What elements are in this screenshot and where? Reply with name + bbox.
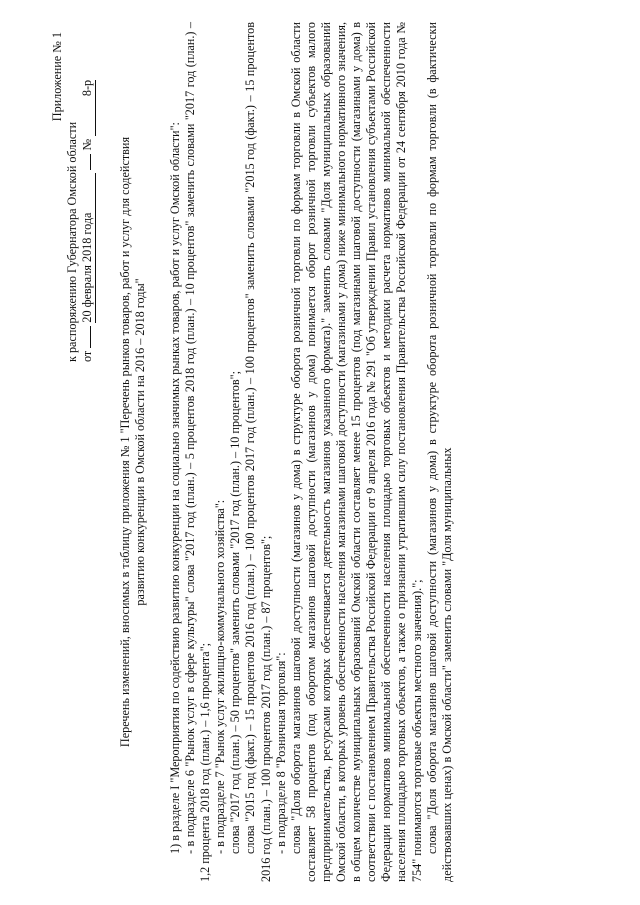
- appendix-title: Приложение № 1: [50, 32, 64, 122]
- paragraph: - в подразделе 7 "Рынок услуг жилищно-коммунального хозяйства":: [213, 499, 228, 854]
- document-title: [118, 72, 148, 812]
- paragraph: слова "Доля оборота магазинов шаговой доступности (магазинов у дома) в структуре оборота розничной торговли по формам торговли в Омской области составляет 58 процентов (под оборотом магазинов шаговой доступности (магазинов у дома) понимается оборот розничной торговли субъектов малого предпринимательства, ресурсами которых обеспечивается деятельность магазинов указанного формата)." заменить словами "Доля муниципальных образований Омской области, в которых уровень обеспеченности населения магазинами шаговой доступности (магазинами у дома) ниже минимального нормативного значения, в общем количестве муниципальных образований Омской области составляет менее 15 процентов (под магазинами шаговой доступности (магазинами у дома) в соответствии с постановлением Правительства Российской Федерации от 9 апреля 2016 года № 291 "Об утверждении Правил установления субъектами Российской Федерации нормативов минимальной обеспеченности населения площадью торговых объектов и методики расчета нормативов минимальной обеспеченности населения площадью торговых объектов, а также о признании утратившим силу постановления Правительства Российской Федерации от 24 сентября 2010 года № 754" понимаются торговые объекты местного значения).";: [288, 22, 424, 882]
- number-label: №: [80, 138, 95, 151]
- paragraph: 1) в разделе I "Мероприятия по содействию развитию конкуренции на социально значимых рынках товаров, работ и услуг Омской области":: [168, 122, 182, 854]
- decree-number: 8-р: [80, 80, 96, 136]
- paragraph: слова "Доля оборота магазинов шаговой доступности (магазинов у дома) в структуре оборота розничной торговли по формам торговли (в фактически действовавших ценах) в Омской области" заменить словами "Доля муниципальных: [424, 22, 454, 882]
- paragraph: - в подразделе 8 "Розничная торговля":: [273, 652, 288, 854]
- paragraph: - в подразделе 6 "Рынок услуг в сфере культуры" слова "2017 год (план.) – 5 процентов 2018 год (план.) – 10 процентов" заменить словами "2017 год (план.) – 1,2 процента 2018 год (план.) – 1,6 процента";: [183, 22, 213, 882]
- paragraph: слова "2015 год (факт.) – 15 процентов 2016 год (план.) – 100 процентов 2017 год (план.) – 100 процентов" заменить словами "2015 год (факт.) – 15 процентов 2016 год (план.) – 100 процентов 2017 год (план.) – 87 процентов";: [243, 22, 273, 882]
- appendix-header: [50, 32, 96, 362]
- title-line-1: Перечень изменений, вносимых в таблицу приложения № 1 "Перечень рынков товаров, работ и услуг для содействия: [118, 136, 132, 748]
- appendix-decree: к распоряжению Губернатора Омской области: [65, 121, 80, 362]
- decree-date: 20 февраля 2018 года: [80, 173, 96, 323]
- paragraph: слова "2017 год (план.) – 50 процентов" заменить словами "2017 год (план.) – 10 процентов";: [228, 371, 243, 854]
- rotated-content: [50, 22, 610, 882]
- document-body: [168, 22, 455, 882]
- title-line-2: развитию конкуренции в Омской области на 2016 – 2018 годы": [133, 278, 148, 606]
- appendix-date-line: [80, 32, 96, 362]
- from-label: от: [80, 350, 95, 362]
